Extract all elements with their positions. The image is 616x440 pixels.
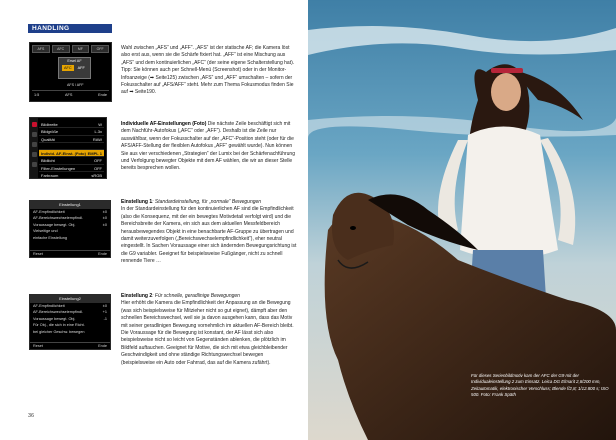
setting-row: Voraussage bewegt. Obj. -1 <box>33 316 107 321</box>
text-af-mode: Wahl zwischen „AFS“ und „AFF“. „AFS“ ist der statische AF; die Kamera löst also erst aus, wenn sie die Schärfe fixiert hat. „AFF“ ist eine Mischung aus „AFS“ und dem kontinuierlichen „AFC“ (der seine eigene Schalterstellung hat). Tipp: Sie können auch per Schnell-Menü (Screenshot) oder in der Monitor-Infoanzeige (➡ Seite125) zwischen „AFS“ und „AFF“ umschalten – sofern der Fokusschalter auf „AFS/AFF“ steht. Mehr zum Thema Fokusmodus finden Sie auf ➡ Seite190. <box>121 45 295 96</box>
quick-menu-topbar <box>32 45 109 53</box>
photo-caption: Für dieses Serienbildmotiv kam der AFC der G9 mit der Individualeinstellung 2 zum Einsatz. Leica DG Elmarit 2,8/200 mm, Zeitautomatik, elektronischer Verschluss; Blende f/2,8; 1/12.800 s; ISO 500. Foto: Frank Späth <box>471 373 609 397</box>
page-number: 36 <box>28 413 35 419</box>
af-mode-panel <box>58 57 91 79</box>
quick-menu-item: AFS <box>32 45 50 53</box>
menu-row: Bildbreite W <box>41 122 102 127</box>
rider-face <box>491 73 521 111</box>
menu-row-highlighted: Individ. AF-Einst. (Foto) EMPL 1 <box>41 151 102 157</box>
quick-menu-item: AFC <box>52 45 70 53</box>
video-tab-icon <box>32 132 37 137</box>
heading-setting2: Einstellung 2 <box>121 293 153 299</box>
menu-row: Bildgröße L.3x <box>41 129 102 135</box>
menu-row: Filter-Einstellungen OFF <box>41 165 102 171</box>
star-tab-icon <box>32 162 37 167</box>
gear-tab-icon <box>32 152 37 157</box>
menu-row <box>39 143 104 150</box>
camera-photo-menu-screenshot <box>29 117 107 179</box>
setting-note: Vielseitige und <box>33 229 58 234</box>
setting-note: Für Obj., die sich in eine Richt. <box>33 323 85 328</box>
section-tab: HANDLING <box>28 24 112 33</box>
exit-label: Ende <box>98 344 107 348</box>
af-mode-readout: AFS / AFF <box>67 83 84 87</box>
horse-eye <box>350 226 356 230</box>
setting-row: AF-Bereichswechselempfindl. +1 <box>33 310 107 315</box>
heading-setting1: Einstellung 1 <box>121 199 153 205</box>
menu-row: Farbraum sRGB <box>41 173 102 179</box>
setting-note: bei gleicher Geschw. bewegen <box>33 329 85 334</box>
setting-footer <box>30 250 110 257</box>
body-individual-af: Die nächste Zeile beschäftigt sich mit dem Nachführ-Autofokus („AFC“ oder „AFF“). Deshalb ist die Zeile nur auswählbar, wenn der Fokusschalter auf der „AFC“-Position steht (oder für die AFS/AFF-Stellung der flexiblen Autofokus „AFF“ gewählt wurde). Nun können Sie aus vier verschiedenen „Strategien“ der Lumix bei der Schärfenachführung und Verfolgung bewegter Objekte mit dem AF wählen, die wir an dieser Stelle bereits besprechen wollen. <box>121 121 295 172</box>
quick-menu-item: OFF <box>91 45 109 53</box>
menu-row: Qualität RAW <box>41 136 102 142</box>
aspect-readout: 1:5 <box>34 93 40 97</box>
camera-tab-icon <box>32 122 37 127</box>
setting-title: Einstellung1 <box>30 201 110 209</box>
subheading-setting2: : Für schnelle, geradlinige Bewegungen <box>152 293 240 299</box>
setting-title: Einstellung2 <box>30 295 110 303</box>
menu-side-tabs <box>30 118 38 178</box>
camera-setting1-screenshot <box>29 200 111 258</box>
setting-row: AF-Empfindlichkeit ±0 <box>33 304 107 308</box>
quick-menu-bottombar <box>32 90 109 99</box>
body-setting2: Hier erhöht die Kamera die Empfindlichkeit der Anpassung an die Bewegung (was sich beispielsweise für Mitzieher nicht so gut eignet), dämpft aber den schnellen Bereichswechsel, weil sie ja davon ausgehen kann, dass das Motiv mit seiner geradlinigen Bewegung vornehmlich im aktuellen AF-Bereich bleibt. Die Voraussage für die Bewegung ist konstant, der AF lässt sich also beispielsweise nicht so leicht von Gegenständen ablenken, die plötzlich im Bildfeld auftauchen. Geeignet für Motive, die sich mit etwa gleichbleibender Geschwindigkeit und ohne ständige Richtungswechsel bewegen (beispielsweise ein Auto oder Fahrrad, das auf die Kamera zufährt). <box>121 300 294 366</box>
af-mode-panel-title: Ersel AF <box>67 59 82 63</box>
setting-footer <box>30 342 110 349</box>
exit-label: Ende <box>98 93 107 97</box>
setting-note: einfache Einstellung <box>33 235 67 240</box>
reset-label: Reset <box>33 344 43 348</box>
subheading-setting1: : Standardeinstellung, für „normale“ Bewegungen <box>152 199 262 205</box>
focus-readout: AFS <box>65 93 73 97</box>
setting-row: AF-Bereichswechselempfindl. ±0 <box>33 216 107 221</box>
rider-headband <box>491 68 523 73</box>
right-page-photo <box>308 0 616 440</box>
setting-row: Voraussage bewegt. Obj. ±0 <box>33 222 107 227</box>
quick-menu-item: MF <box>72 45 90 53</box>
exit-label: Ende <box>98 252 107 256</box>
menu-rows <box>39 121 104 179</box>
text-setting2 <box>121 293 297 367</box>
text-setting1 <box>121 199 297 266</box>
heading-individual-af: Individuelle AF-Einstellungen (Foto) <box>121 121 207 127</box>
af-option: AFF <box>77 66 85 70</box>
menu-row: Bildlicht OFF <box>41 158 102 164</box>
reset-label: Reset <box>33 252 43 256</box>
camera-quick-menu-screenshot <box>29 42 112 102</box>
af-option-selected: AFC <box>64 66 72 70</box>
wrench-tab-icon <box>32 142 37 147</box>
setting-row: AF-Empfindlichkeit ±0 <box>33 210 107 214</box>
camera-setting2-screenshot <box>29 294 111 350</box>
text-individual-af <box>121 121 297 173</box>
body-setting1: In der Standardeinstellung für den kontinuierlichen AF sind die Empfindlichkeit (also die Konsequenz, mit der ein bewegtes Motivdetail verfolgt wird) und die Bereichsbreite der Kamera, ein sich aus dem aktuellen Messfeldbereich herausbewegendes Objekt in eine benachbarte AF-Gruppe zu übertragen und damit weiterzuverfolgen („Bereichswechselempfindlichkeit“), eher neutral eingestellt. In Sachen Voraussage einer sich ändernden Bewegungsrichtung ist die G9 variabler. Geeignet für beispielsweise Fußgänger, nicht zu schnell rennende Tiere … <box>121 206 297 265</box>
